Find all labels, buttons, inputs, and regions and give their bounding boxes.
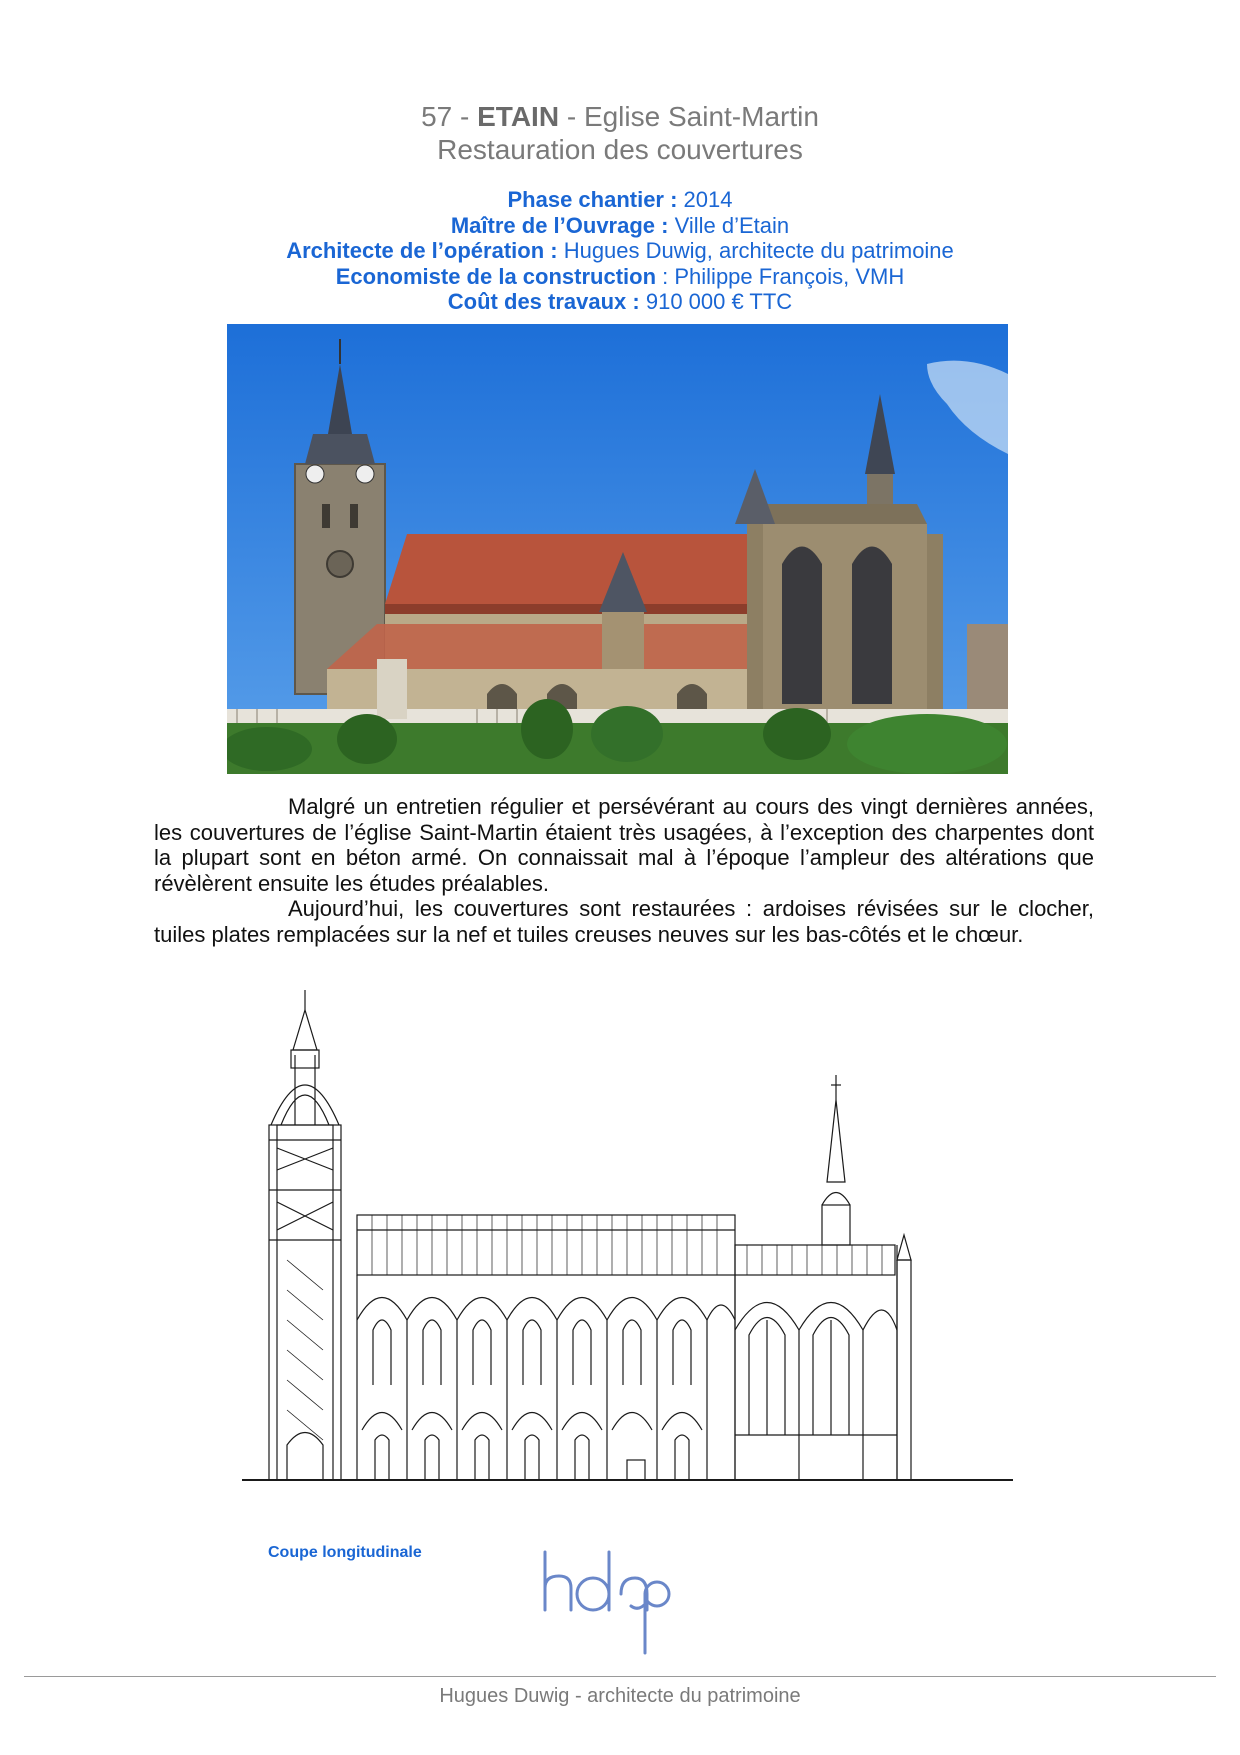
phase-label: Phase chantier :	[507, 187, 678, 212]
paragraph: Aujourd’hui, les couvertures sont restaurées : ardoises révisées sur le clocher, tuiles plates remplacées sur la nef et tuiles creuses neuves sur les bas-côtés et le chœur.	[154, 896, 1094, 947]
economist-label: Economiste de la construction	[335, 263, 657, 289]
architect-value: Hugues Duwig, architecte du patrimoine	[557, 238, 954, 263]
city-name: ETAIN	[477, 101, 560, 132]
drawing-caption: Coupe longitudinale	[268, 1544, 422, 1561]
page-subtitle: Restauration des couvertures	[437, 134, 803, 165]
economist-row	[0, 264, 1240, 290]
paragraph: Malgré un entretien régulier et persévérant au cours des vingt dernières années, les couvertures de l’église Saint-Martin étaient très usagées, à l’exception des charpentes dont la plupart sont en béton armé. On connaissait mal à l’époque l’ampleur des altérations que révèlèrent ensuite les études préalables.	[154, 794, 1094, 896]
phase-row	[0, 187, 1240, 213]
cost-value: 910 000 € TTC	[639, 289, 793, 314]
economist-value: : Philippe François, VMH	[656, 263, 905, 289]
phase-value: 2014	[677, 187, 733, 212]
church-photo	[227, 324, 1008, 774]
building-name: Eglise Saint-Martin	[583, 101, 819, 132]
longitudinal-section-drawing	[237, 990, 1013, 1495]
page-title	[0, 100, 1240, 133]
cost-label: Coût des travaux :	[447, 289, 640, 314]
architect-label: Architecte de l’opération :	[286, 238, 558, 263]
footer-text: Hugues Duwig - architecte du patrimoine	[439, 1685, 801, 1707]
project-info	[0, 187, 1240, 315]
owner-value: Ville d’Etain	[668, 212, 790, 238]
page-header	[0, 100, 1240, 166]
title-separator: -	[559, 101, 584, 132]
architect-row	[0, 238, 1240, 264]
title-separator: -	[452, 101, 478, 132]
site-number: 57	[421, 101, 453, 132]
footer-divider	[24, 1676, 1216, 1677]
owner-label: Maître de l’Ouvrage :	[450, 212, 669, 238]
cost-row	[0, 289, 1240, 315]
hdap-logo	[535, 1548, 675, 1658]
owner-row	[0, 213, 1240, 239]
body-text	[154, 794, 1094, 947]
